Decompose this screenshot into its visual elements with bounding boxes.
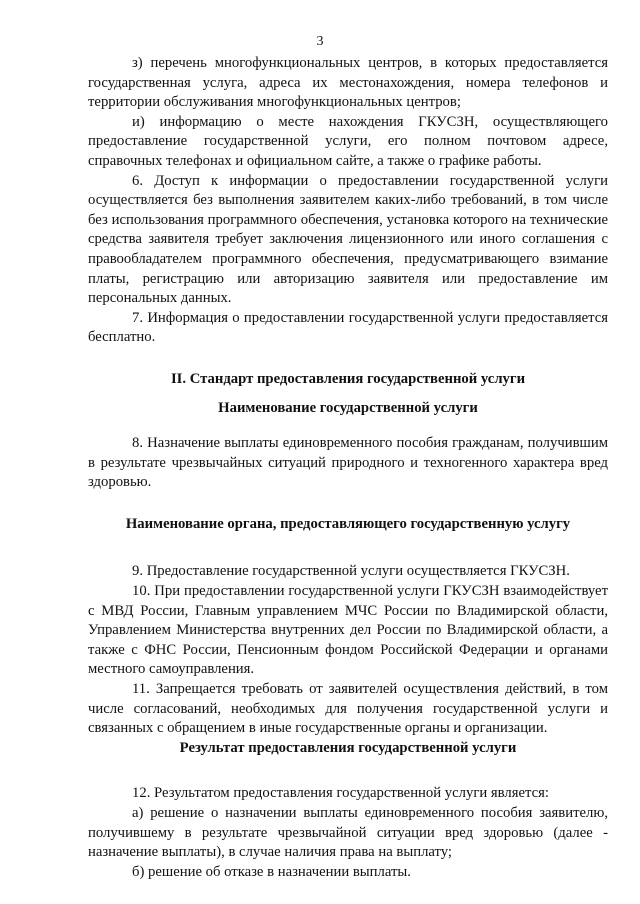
paragraph-list-item-z: з) перечень многофункциональных центров, в которых предоставляется государственная услуга, адреса их местонахождения, номера телефонов и территории обслуживания многофункциональных центров; [88, 55, 608, 111]
page-number: 3 [316, 34, 324, 49]
paragraph-12-a: а) решение о назначении выплаты единовременного пособия заявителю, получившему в результате чрезвычайной ситуации вред здоровью (далее - назначение выплаты), в случае наличия права на выплату; [88, 805, 608, 861]
paragraph-list-item-i: и) информацию о месте нахождения ГКУСЗН, осуществляющего предоставление государственной услуги, его полном почтовом адресе, справочных телефонах и официальном сайте, а также о графике работы. [88, 113, 608, 169]
paragraph-12: 12. Результатом предоставления государственной услуги является: [132, 785, 549, 802]
paragraph-11: 11. Запрещается требовать от заявителей осуществления действий, в том числе согласований, необходимых для получения государственной услуги и связанных с обращением в иные государственные органы и организации. [88, 681, 608, 737]
document-body [88, 54, 608, 882]
heading-service-name: Наименование государственной услуги [218, 399, 478, 416]
paragraph-9: 9. Предоставление государственной услуги осуществляется ГКУСЗН. [132, 563, 570, 580]
heading-service-result: Результат предоставления государственной услуги [179, 739, 517, 756]
section-title: II. Стандарт предоставления государственной услуги [170, 370, 526, 387]
paragraph-12-b: б) решение об отказе в назначении выплаты. [132, 863, 411, 880]
paragraph-6: 6. Доступ к информации о предоставлении государственной услуги осуществляется без выполнения заявителем каких-либо требований, в том числе без использования программного обеспечения, установка которого на технические средства заявителя требует заключения лицензионного или иного соглашения с правообладателем программного обеспечения, предусматривающего взимание платы, регистрацию или авторизацию заявителя или предоставление им персональных данных. [88, 172, 608, 307]
paragraph-8: 8. Назначение выплаты единовременного пособия гражданам, получившим в результате чрезвычайных ситуаций природного и техногенного характера вред здоровью. [88, 435, 608, 491]
heading-service-organ: Наименование органа, предоставляющего государственную услугу [125, 515, 571, 532]
paragraph-7: 7. Информация о предоставлении государственной услуги предоставляется бесплатно. [88, 309, 608, 346]
paragraph-10: 10. При предоставлении государственной услуги ГКУСЗН взаимодействует с МВД России, Главным управлением МЧС России по Владимирской области, Управлением Министерства внутренних дел России по Владимирской области, а также с ФНС России, Пенсионным фондом Российской Федерации и органами местного самоуправления. [88, 583, 608, 678]
